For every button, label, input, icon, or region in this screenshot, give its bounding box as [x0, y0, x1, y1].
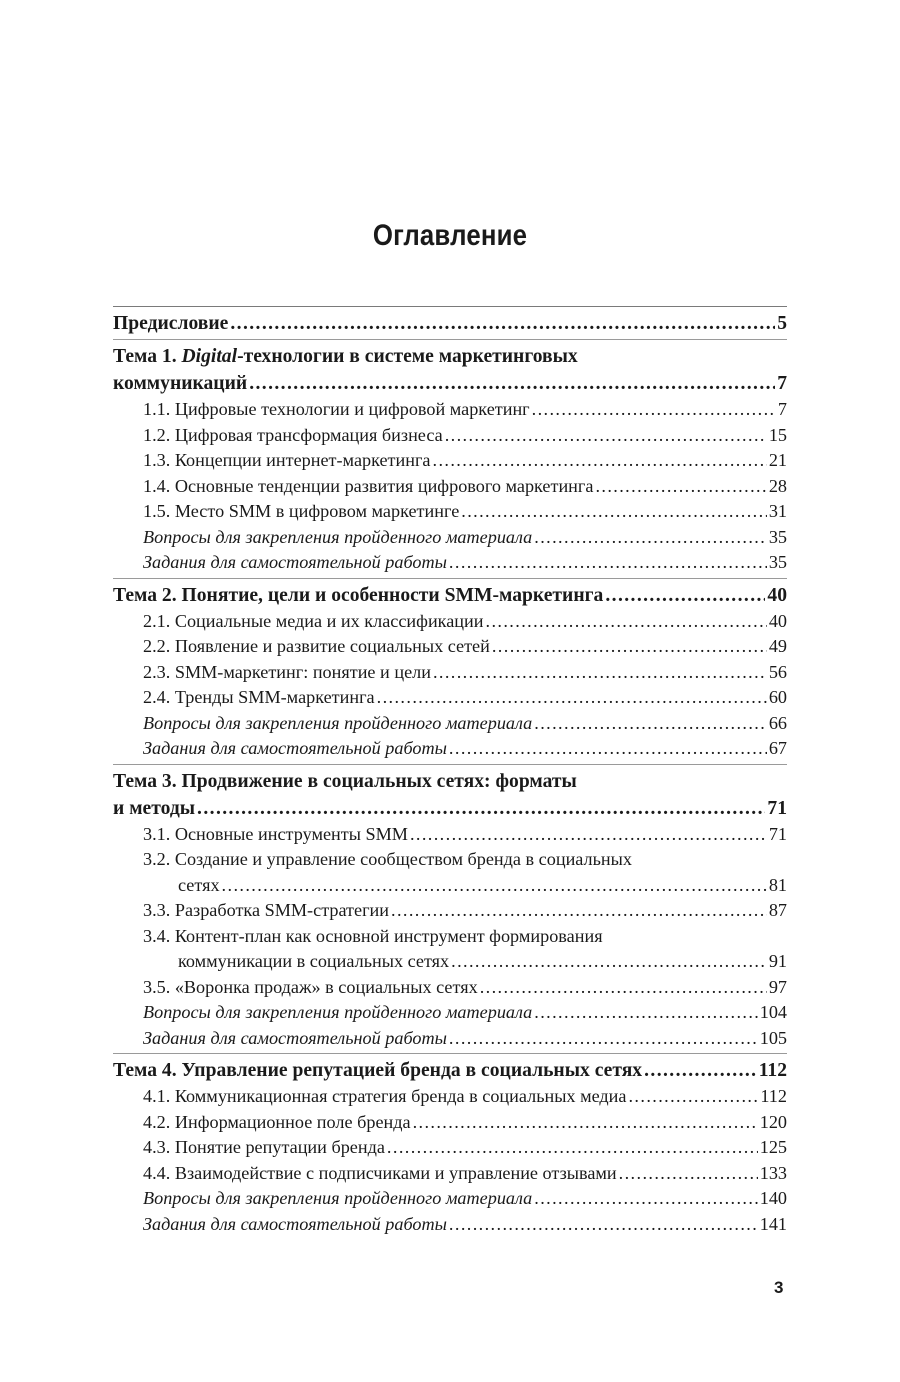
toc-section-topic-1 [113, 339, 787, 576]
toc-entry-label: 3.3. Разработка SMM-стратегии [143, 900, 390, 920]
topic-title-text: -технологии в системе маркетинговых [237, 346, 578, 367]
toc-entry-label: 1.3. Концепции интернет-маркетинга [143, 450, 431, 470]
page-number: 3 [774, 1278, 784, 1297]
toc-entry-label: Тема 3. Продвижение в социальных сетях: форматы [113, 770, 577, 792]
toc-section-topic-4 [113, 1053, 787, 1237]
toc-page-number: 71 [768, 823, 787, 844]
toc-page-number: 5 [777, 313, 787, 334]
toc-entry-label: 4.2. Информационное поле бренда [143, 1111, 411, 1132]
toc-entry-1-4 [113, 474, 787, 500]
toc-entry-label: 1.1. Цифровые технологии и цифровой маркетинг [143, 399, 530, 419]
dot-leader [449, 736, 767, 762]
toc-entry-label: Вопросы для закрепления пройденного материала [143, 526, 533, 547]
toc-topic-title-line [113, 768, 787, 795]
toc-entry-3-2-line1 [113, 847, 787, 873]
toc-page-number: 91 [768, 951, 787, 971]
toc-entry-label: сетях [178, 874, 220, 895]
toc-page-number: 112 [758, 1060, 787, 1081]
dot-leader [230, 310, 775, 337]
toc-page-number: 60 [768, 687, 787, 707]
toc-entry-label: 3.2. Создание и управление сообществом бренда в социальных [143, 849, 632, 869]
dot-leader [249, 370, 775, 397]
table-of-contents [113, 306, 787, 1239]
toc-entry-label: коммуникации в социальных сетях [178, 951, 450, 971]
toc-page-number: 56 [768, 661, 787, 682]
toc-entry-3-3 [113, 898, 787, 924]
dot-leader [644, 1057, 757, 1084]
toc-entry-label: 4.3. Понятие репутации бренда [143, 1137, 385, 1157]
toc-entry-3-tasks [113, 1026, 787, 1052]
toc-entry-4-3 [113, 1135, 787, 1161]
toc-entry-3-2 [113, 873, 787, 899]
dot-leader [222, 873, 767, 899]
toc-page-number: 21 [768, 450, 787, 470]
dot-leader [387, 1135, 758, 1161]
toc-entry-3-1 [113, 822, 787, 848]
toc-page-number: 40 [767, 584, 787, 606]
toc-page-number: 49 [768, 636, 787, 656]
toc-page-number: 7 [777, 399, 787, 419]
toc-entry-label: 2.3. SMM-маркетинг: понятие и цели [143, 661, 431, 682]
toc-entry-4-questions [113, 1186, 787, 1212]
dot-leader [480, 975, 767, 1001]
dot-leader [605, 582, 765, 609]
toc-entry-label: Вопросы для закрепления пройденного материала [143, 1188, 533, 1208]
dot-leader [449, 550, 767, 576]
toc-entry-label: 2.1. Социальные медиа и их классификации [143, 610, 484, 631]
toc-page-number: 105 [759, 1027, 787, 1048]
toc-entry-label: 1.5. Место SMM в цифровом маркетинге [143, 501, 460, 521]
toc-entry-label: Задания для самостоятельной работы [143, 738, 447, 758]
toc-entry-2-2 [113, 634, 787, 660]
toc-entry-4-2 [113, 1110, 787, 1136]
toc-section-topic-2 [113, 578, 787, 762]
toc-entry-4-tasks [113, 1212, 787, 1238]
dot-leader [433, 660, 767, 686]
toc-page-number: 35 [768, 526, 787, 547]
dot-leader [619, 1161, 758, 1187]
toc-entry-label: 3.4. Контент-план как основной инструмент формирования [143, 925, 603, 946]
toc-entry-label: 3.5. «Воронка продаж» в социальных сетях [143, 976, 478, 997]
toc-entry-topic-3 [113, 795, 787, 822]
dot-leader [410, 822, 767, 848]
toc-page-number: 97 [768, 976, 787, 997]
dot-leader [461, 499, 767, 525]
toc-entry-1-5 [113, 499, 787, 525]
dot-leader [534, 711, 767, 737]
dot-leader [534, 1000, 757, 1026]
toc-page-number: 141 [759, 1213, 787, 1234]
toc-page-number: 31 [768, 501, 787, 521]
toc-entry-1-3 [113, 448, 787, 474]
toc-entry-topic-4 [113, 1057, 787, 1084]
toc-page-number: 7 [777, 373, 787, 394]
toc-entry-label: Задания для самостоятельной работы [143, 1213, 447, 1234]
toc-entry-1-questions [113, 525, 787, 551]
toc-entry-label: 1.4. Основные тенденции развития цифрового маркетинга [143, 475, 594, 496]
toc-page-number: 71 [767, 797, 787, 819]
topic-title-italic: Digital [181, 346, 238, 367]
dot-leader [449, 1026, 758, 1052]
toc-entry-label: 2.4. Тренды SMM-маркетинга [143, 687, 375, 707]
toc-entry-2-4 [113, 685, 787, 711]
toc-entry-3-4 [113, 949, 787, 975]
toc-entry-4-1 [113, 1084, 787, 1110]
dot-leader [413, 1110, 758, 1136]
toc-topic-title-line [113, 343, 787, 370]
dot-leader [449, 1212, 758, 1238]
toc-page-number: 35 [768, 552, 787, 572]
toc-page-number: 66 [768, 712, 787, 733]
toc-entry-label: Задания для самостоятельной работы [143, 552, 447, 572]
toc-page-number: 15 [768, 424, 787, 445]
toc-entry-label: Вопросы для закрепления пройденного материала [143, 712, 533, 733]
toc-entry-topic-2 [113, 582, 787, 609]
toc-section-preface [113, 306, 787, 337]
toc-entry-label: Тема 4. Управление репутацией бренда в социальных сетях [113, 1060, 643, 1081]
toc-entry-label: Задания для самостоятельной работы [143, 1027, 447, 1048]
toc-entry-topic-1 [113, 370, 787, 397]
toc-page-number: 112 [760, 1086, 787, 1106]
toc-entry-1-1 [113, 397, 787, 423]
toc-entry-label: 4.4. Взаимодействие с подписчиками и управление отзывами [143, 1162, 617, 1183]
toc-entry-1-tasks [113, 550, 787, 576]
dot-leader [433, 448, 767, 474]
toc-entry-label: Предисловие [113, 313, 229, 334]
toc-page-number: 87 [768, 900, 787, 920]
toc-entry-label: 2.2. Появление и развитие социальных сетей [143, 636, 490, 656]
toc-page-number: 81 [768, 874, 787, 895]
dot-leader [451, 949, 767, 975]
toc-page-number: 67 [768, 738, 787, 758]
toc-entry-label: 1.2. Цифровая трансформация бизнеса [143, 424, 443, 445]
toc-entry-label: 4.1. Коммуникационная стратегия бренда в социальных медиа [143, 1086, 627, 1106]
toc-entry-1-2 [113, 423, 787, 449]
dot-leader [595, 474, 766, 500]
toc-entry-label: и методы [113, 797, 196, 819]
dot-leader [391, 898, 767, 924]
toc-page-number: 40 [768, 610, 787, 631]
toc-entry-3-4-line1 [113, 924, 787, 950]
toc-page-number: 140 [759, 1188, 787, 1208]
dot-leader [486, 609, 767, 635]
toc-entry-2-tasks [113, 736, 787, 762]
toc-entry-3-questions [113, 1000, 787, 1026]
toc-page-number: 104 [759, 1002, 787, 1022]
toc-entry-4-4 [113, 1161, 787, 1187]
toc-entry-label: Тема 2. Понятие, цели и особенности SMM-маркетинга [113, 584, 604, 606]
toc-entry-label [113, 343, 578, 370]
toc-entry-label: 3.1. Основные инструменты SMM [143, 823, 408, 844]
dot-leader [197, 795, 765, 822]
dot-leader [628, 1084, 758, 1110]
toc-entry-2-questions [113, 711, 787, 737]
dot-leader [534, 1186, 757, 1212]
toc-section-topic-3 [113, 764, 787, 1052]
toc-page-number: 28 [768, 475, 787, 496]
dot-leader [532, 397, 776, 423]
dot-leader [377, 685, 767, 711]
toc-entry-label: Вопросы для закрепления пройденного материала [143, 1002, 533, 1022]
toc-page-number: 133 [759, 1162, 787, 1183]
dot-leader [445, 423, 767, 449]
toc-page-number: 125 [759, 1137, 787, 1157]
toc-entry-3-5 [113, 975, 787, 1001]
toc-page-number: 120 [759, 1111, 787, 1132]
dot-leader [534, 525, 767, 551]
dot-leader [492, 634, 767, 660]
topic-number: Тема 1. [113, 346, 182, 367]
page-title: Оглавление [372, 219, 528, 252]
toc-entry-2-3 [113, 660, 787, 686]
toc-entry-label: коммуникаций [113, 373, 248, 394]
toc-entry-2-1 [113, 609, 787, 635]
toc-entry-preface [113, 310, 787, 337]
